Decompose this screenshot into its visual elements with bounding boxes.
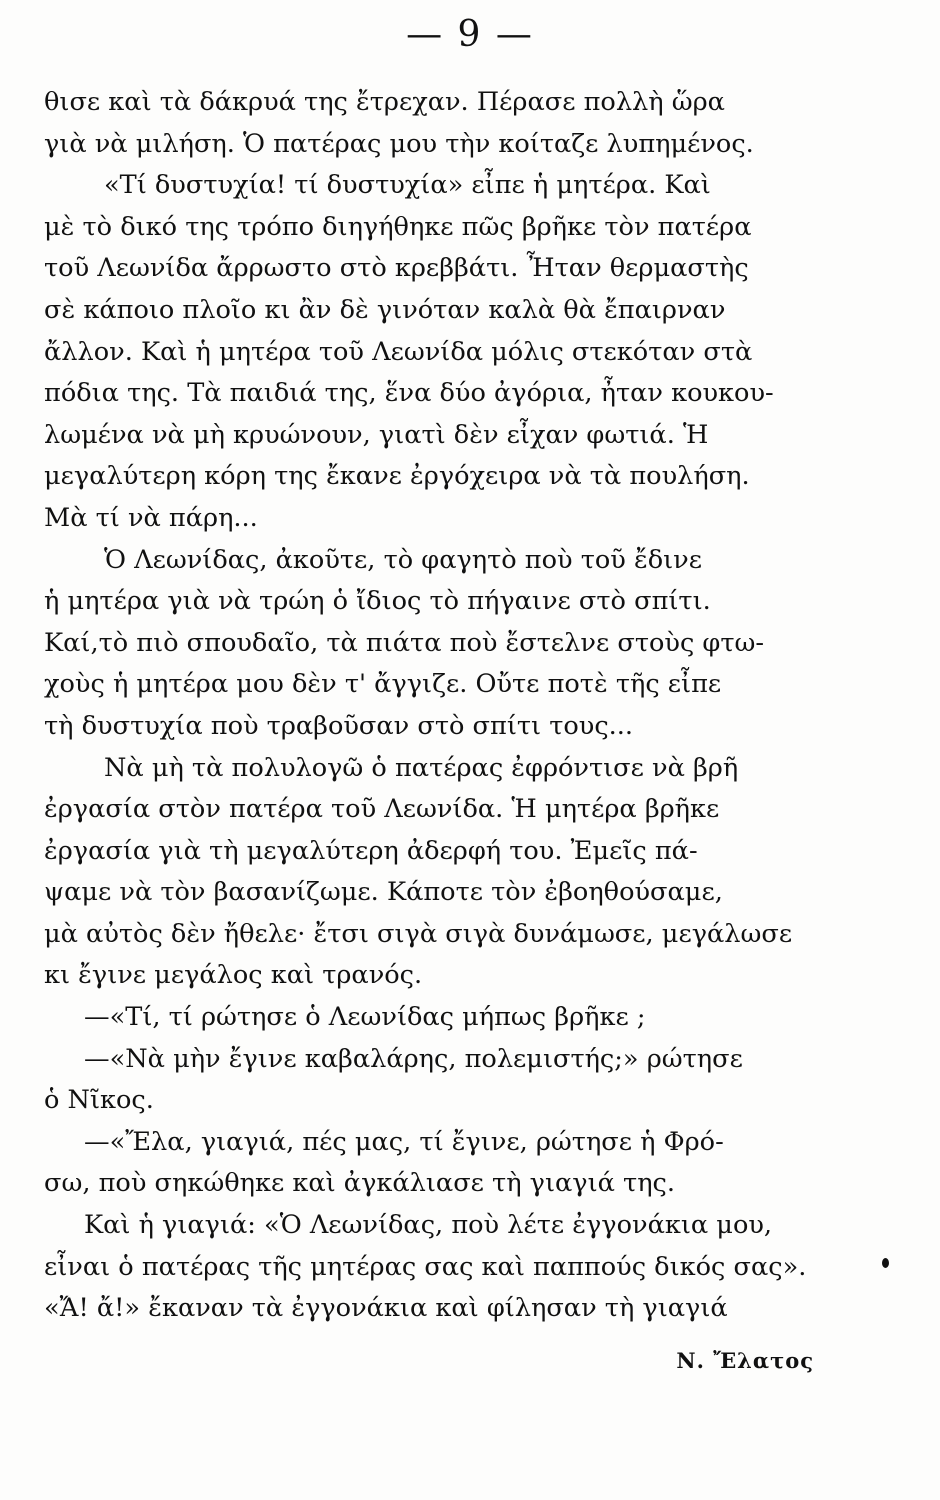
body-text (44, 82, 824, 1330)
text-line: Καί,τὸ πιὸ σπουδαῖο, τὰ πιάτα ποὺ ἔστελνε στοὺς φτω- (44, 627, 765, 658)
text-line: γιὰ νὰ μιλήση. Ὁ πατέρας μου τὴν κοίταζε λυπημένος. (44, 128, 754, 159)
author-signature: Ν. Ἔλατος (676, 1348, 814, 1373)
text-line: χοὺς ἡ μητέρα μου δὲν τ' ἄγγιζε. Οὔτε ποτὲ τῆς εἶπε (44, 669, 722, 700)
text-line: ὁ Νῖκος. (44, 1085, 154, 1116)
text-line: τοῦ Λεωνίδα ἄρρωστο στὸ κρεββάτι. Ἦταν θερμαστὴς (44, 253, 749, 284)
page-number: — 9 — (406, 14, 534, 55)
dialogue-line: —«Τί, τί ρώτησε ὁ Λεωνίδας μήπως βρῆκε ; (84, 1002, 646, 1033)
ink-speck (882, 1258, 889, 1268)
text-line: ἐργασία γιὰ τὴ μεγαλύτερη ἀδερφή του. Ἐμεῖς πά- (44, 835, 698, 866)
text-line: λωμένα νὰ μὴ κρυώνουν, γιατὶ δὲν εἶχαν φωτιά. Ἡ (44, 419, 709, 450)
text-line: μὲ τὸ δικό της τρόπο διηγήθηκε πῶς βρῆκε τὸν πατέρα (44, 211, 752, 242)
text-line: Καὶ ἡ γιαγιά: «Ὁ Λεωνίδας, ποὺ λέτε ἐγγονάκια μου, (84, 1210, 773, 1241)
text-line: Νὰ μὴ τὰ πολυλογῶ ὁ πατέρας ἐφρόντισε νὰ βρῆ (104, 752, 739, 783)
text-line: ἄλλον. Καὶ ἡ μητέρα τοῦ Λεωνίδα μόλις στεκόταν στὰ (44, 336, 753, 367)
text-line: «Ἄ! ἄ!» ἔκαναν τὰ ἐγγονάκια καὶ φίλησαν τὴ γιαγιά (44, 1293, 728, 1324)
text-line: ἡ μητέρα γιὰ νὰ τρώη ὁ ἴδιος τὸ πήγαινε στὸ σπίτι. (44, 586, 711, 617)
dialogue-line: —«Νὰ μὴν ἔγινε καβαλάρης, πολεμιστής;» ρώτησε (84, 1043, 743, 1074)
text-line: «Τί δυστυχία! τί δυστυχία» εἶπε ἡ μητέρα. Καὶ (104, 170, 711, 201)
text-line: μεγαλύτερη κόρη της ἔκανε ἐργόχειρα νὰ τὰ πουλήση. (44, 461, 750, 492)
text-line: εἶναι ὁ πατέρας τῆς μητέρας σας καὶ παππούς δικός σας». (44, 1251, 807, 1282)
text-line: ψαμε νὰ τὸν βασανίζωμε. Κάποτε τὸν ἐβοηθούσαμε, (44, 877, 723, 908)
text-line: σὲ κάποιο πλοῖο κι ἂν δὲ γινόταν καλὰ θὰ ἔπαιρναν (44, 294, 726, 325)
text-line: Μὰ τί νὰ πάρη... (44, 502, 258, 533)
text-line: τὴ δυστυχία ποὺ τραβοῦσαν στὸ σπίτι τους... (44, 710, 634, 741)
text-line: κι ἔγινε μεγάλος καὶ τρανός. (44, 960, 423, 991)
text-line: ἐργασία στὸν πατέρα τοῦ Λεωνίδα. Ἡ μητέρα βρῆκε (44, 794, 720, 825)
text-line: πόδια της. Τὰ παιδιά της, ἕνα δύο ἀγόρια, ἦταν κουκου- (44, 378, 774, 409)
text-line: Ὁ Λεωνίδας, ἀκοῦτε, τὸ φαγητὸ ποὺ τοῦ ἔδινε (104, 544, 702, 575)
dialogue-line: —«Ἔλα, γιαγιά, πές μας, τί ἔγινε, ρώτησε ἡ Φρό- (84, 1126, 724, 1157)
text-line: σω, ποὺ σηκώθηκε καὶ ἀγκάλιασε τὴ γιαγιά της. (44, 1168, 676, 1199)
text-line: μὰ αὐτὸς δὲν ἤθελε· ἔτσι σιγὰ σιγὰ δυνάμωσε, μεγάλωσε (44, 918, 793, 949)
text-line: θισε καὶ τὰ δάκρυά της ἔτρεχαν. Πέρασε πολλὴ ὥρα (44, 87, 725, 117)
